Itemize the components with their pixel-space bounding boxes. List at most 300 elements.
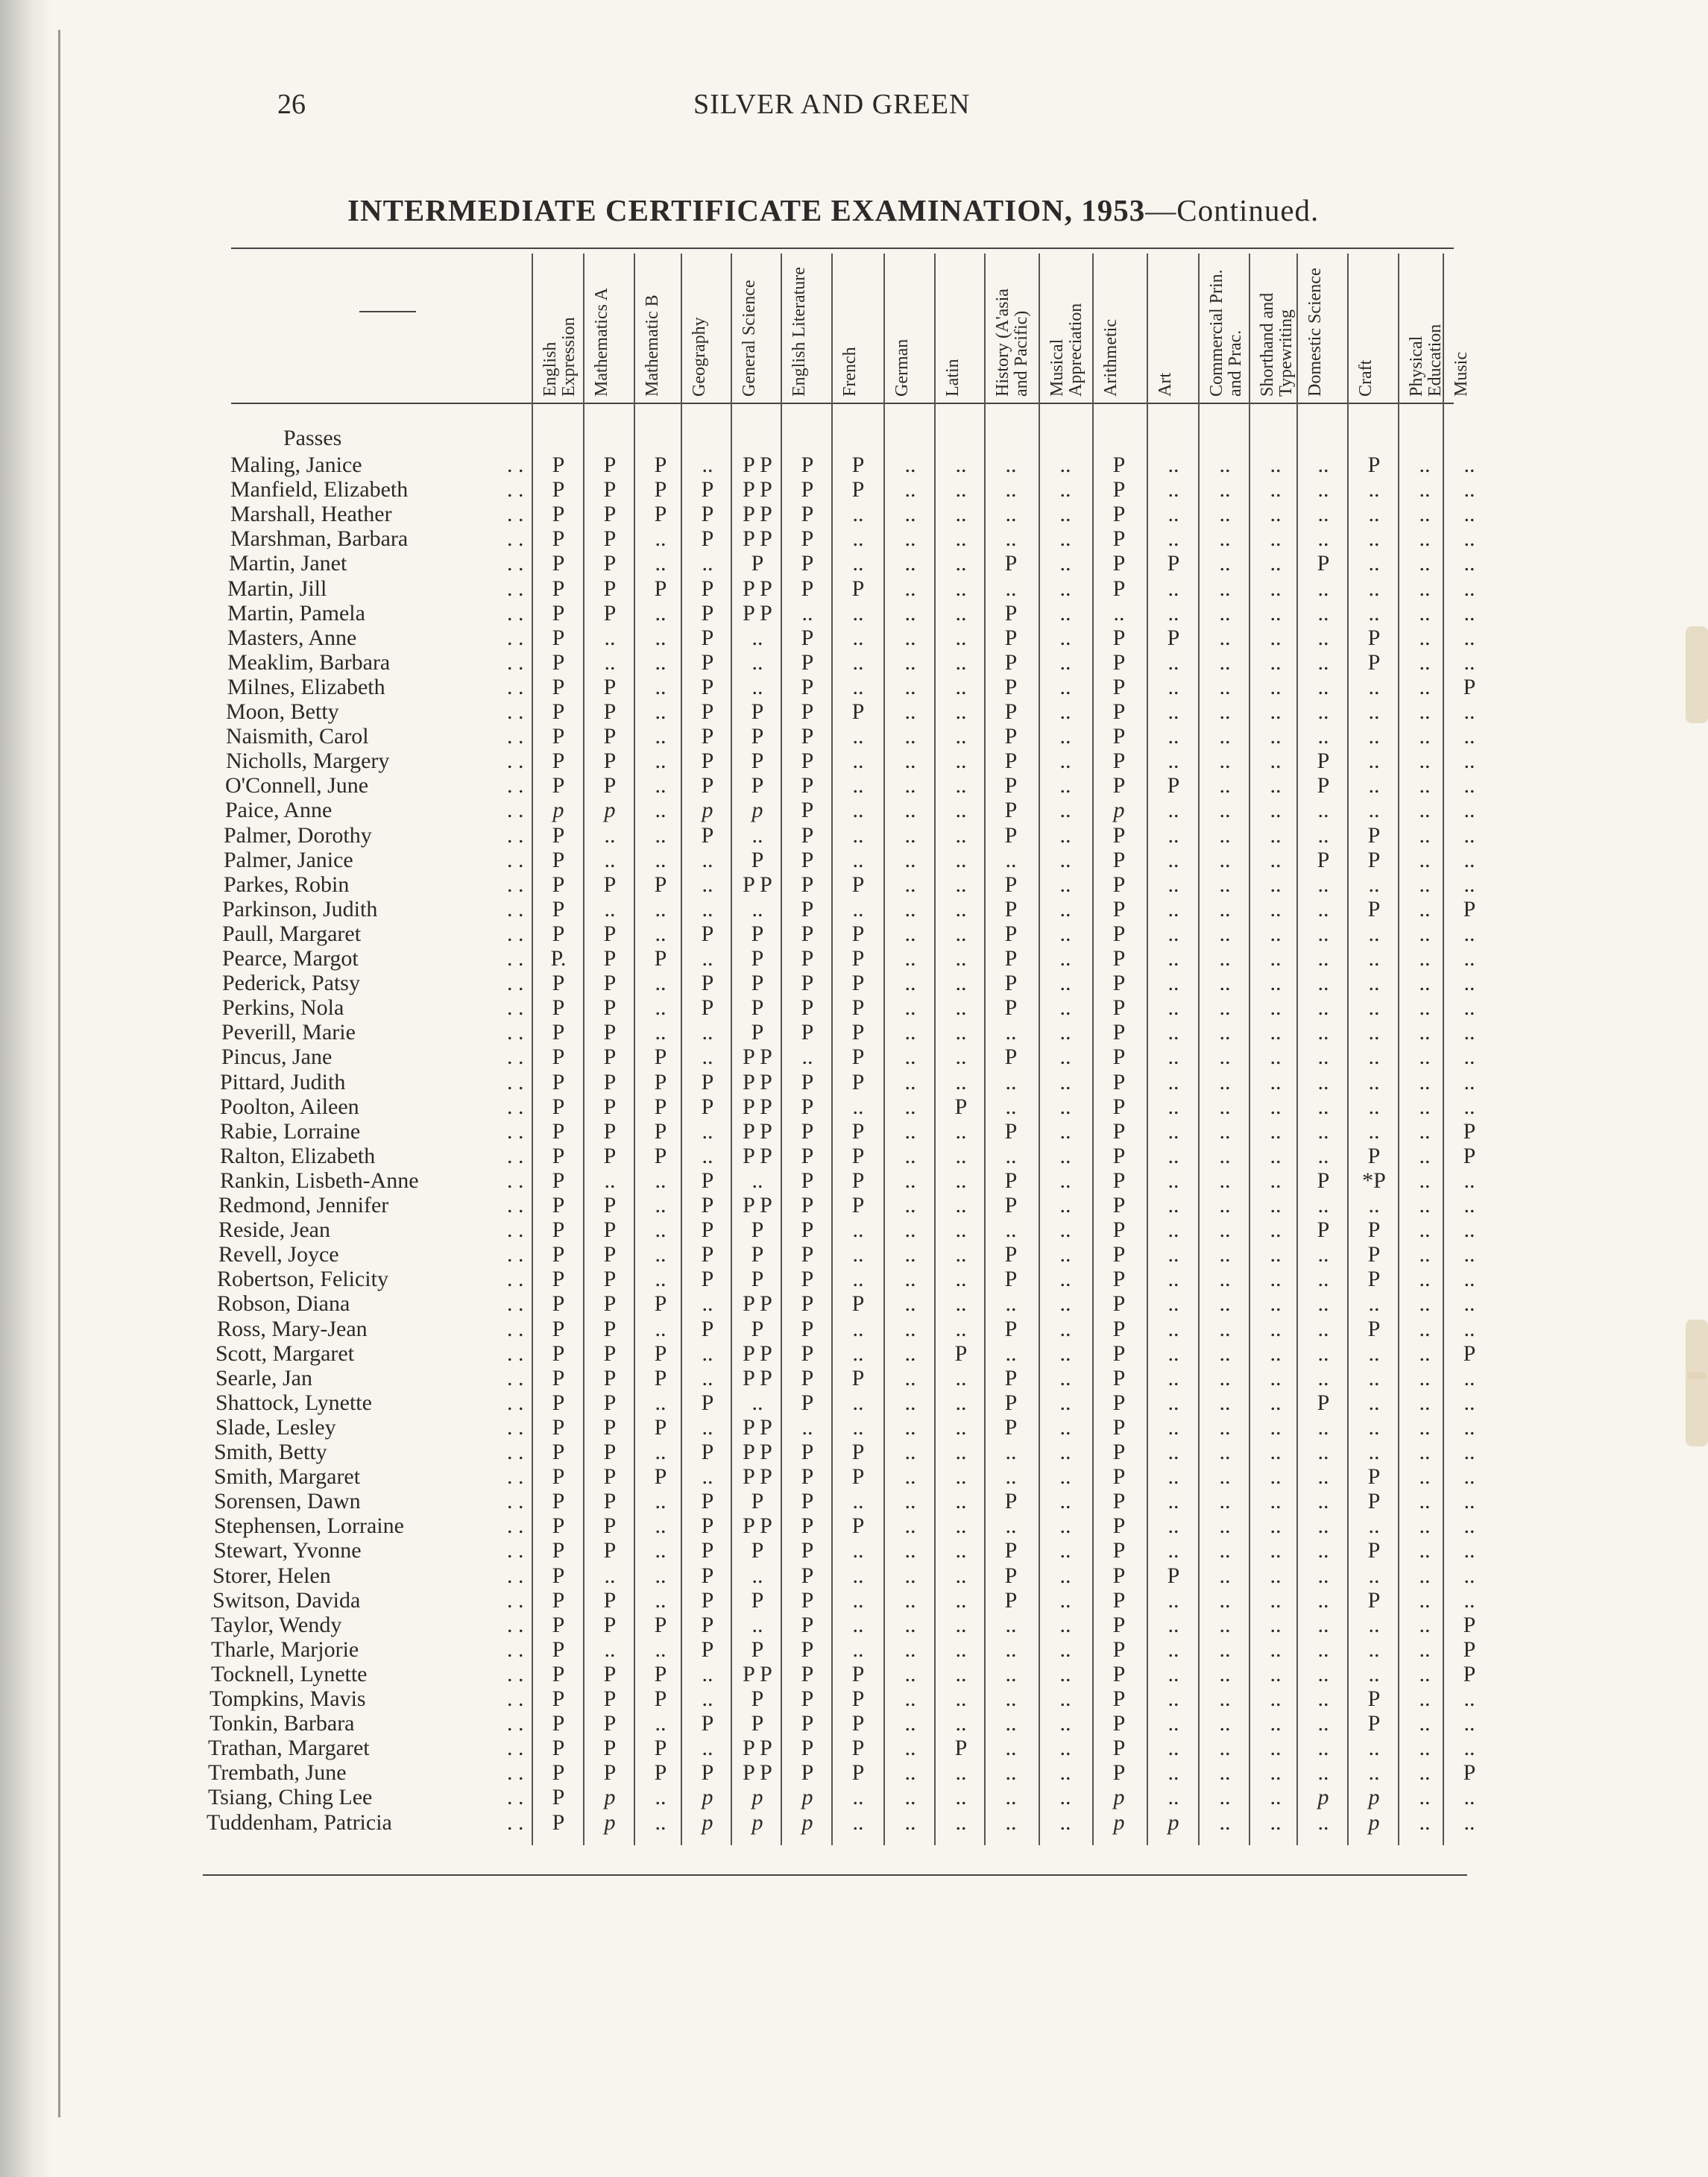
result-cell: ..	[1368, 551, 1380, 576]
result-cell: ..	[1059, 1217, 1071, 1243]
result-cell: P	[1367, 453, 1381, 477]
result-cell: P	[1463, 896, 1476, 921]
result-cell: P	[552, 576, 565, 601]
table-row	[0, 1341, 1708, 1366]
leader-dots: . .	[507, 872, 524, 897]
leader-dots: . .	[507, 576, 524, 601]
result-cell: P	[801, 1464, 814, 1490]
result-cell: P	[1112, 1464, 1126, 1490]
result-cell: ..	[1219, 1711, 1231, 1736]
result-cell: P	[1004, 1563, 1018, 1588]
result-cell: P	[1004, 1316, 1018, 1341]
student-name: Tonkin, Barbara	[209, 1711, 355, 1736]
result-cell: P	[801, 749, 814, 774]
result-cell: ..	[852, 649, 864, 675]
result-cell: ..	[1419, 625, 1431, 650]
result-cell: ..	[852, 1390, 864, 1415]
result-cell: P	[552, 1168, 565, 1193]
result-cell: ..	[1317, 1661, 1329, 1686]
column-header: Arithmetic	[1101, 319, 1121, 397]
table-row	[0, 1464, 1708, 1489]
result-cell: p	[751, 798, 763, 823]
result-cell: ..	[655, 1711, 667, 1736]
result-cell: ..	[1270, 773, 1282, 798]
result-cell: ..	[852, 1414, 864, 1440]
table-row	[0, 1513, 1708, 1538]
result-cell: P	[801, 1365, 814, 1390]
result-cell: P	[1112, 526, 1126, 552]
result-cell: ..	[1419, 551, 1431, 576]
result-cell: P	[751, 1316, 764, 1341]
result-cell: ..	[852, 1316, 864, 1341]
leader-dots: . .	[507, 1267, 524, 1292]
result-cell: ..	[1005, 1464, 1017, 1490]
result-cell: ..	[904, 1291, 916, 1317]
result-cell: ..	[1317, 453, 1329, 477]
result-cell: ..	[1317, 625, 1329, 650]
result-cell: ..	[1059, 773, 1071, 798]
result-cell: P	[1112, 453, 1126, 477]
result-cell: ..	[1270, 551, 1282, 576]
result-cell: ..	[1270, 1686, 1282, 1711]
result-cell: ..	[1317, 502, 1329, 527]
result-cell: ..	[655, 749, 667, 774]
result-cell: ..	[801, 600, 813, 626]
student-name: Martin, Jill	[227, 576, 327, 601]
result-cell: ..	[1270, 649, 1282, 675]
result-cell: ..	[1317, 1143, 1329, 1168]
result-cell: ..	[1463, 1587, 1475, 1613]
result-cell: P	[1112, 1291, 1126, 1317]
result-cell: ..	[1005, 1760, 1017, 1786]
result-cell: P	[1112, 502, 1126, 527]
result-cell: ..	[1167, 1760, 1179, 1786]
result-cell: ..	[1167, 1390, 1179, 1415]
result-cell: ..	[852, 1538, 864, 1563]
result-cell: ..	[1419, 526, 1431, 552]
result-cell: ..	[604, 1563, 616, 1588]
column-header: Commercial Prin. and Prac.	[1207, 269, 1245, 397]
result-cell: P	[851, 1736, 865, 1761]
result-cell: P	[701, 625, 714, 650]
result-cell: P	[751, 1020, 764, 1045]
result-cell: P	[1112, 1118, 1126, 1144]
table-row	[0, 921, 1708, 946]
result-cell: ..	[852, 896, 864, 921]
column-header: History (A'asia and Pacific)	[993, 289, 1031, 397]
result-cell: ..	[1419, 1340, 1431, 1366]
result-cell: P	[552, 1661, 565, 1686]
result-cell: P	[603, 1118, 617, 1144]
result-cell: ..	[1167, 1440, 1179, 1464]
result-cell: ..	[1219, 1020, 1231, 1045]
result-cell: ..	[1419, 1217, 1431, 1243]
result-cell: p	[1167, 1809, 1179, 1835]
result-cell: ..	[655, 822, 667, 848]
result-cell: ..	[852, 773, 864, 798]
result-cell: P	[1367, 896, 1381, 921]
result-cell: ..	[1317, 896, 1329, 921]
result-cell: ..	[1005, 1020, 1017, 1045]
leader-dots: . .	[507, 1563, 524, 1588]
result-cell: P P	[743, 576, 772, 601]
result-cell: P	[801, 699, 814, 724]
result-cell: ..	[1270, 798, 1282, 823]
result-cell: ..	[1463, 1069, 1475, 1094]
result-cell: P	[552, 1316, 565, 1341]
result-cell: ..	[1419, 1785, 1431, 1810]
result-cell: ..	[1463, 1094, 1475, 1119]
result-cell: ..	[1059, 576, 1071, 601]
result-cell: P	[801, 1513, 814, 1539]
result-cell: P	[1367, 625, 1381, 650]
result-cell: ..	[1270, 946, 1282, 971]
table-row	[0, 724, 1708, 749]
result-cell: ..	[655, 724, 667, 749]
result-cell: P	[1112, 477, 1126, 502]
student-name: Ross, Mary-Jean	[217, 1316, 368, 1341]
result-cell: P	[552, 674, 565, 699]
result-cell: ..	[1463, 649, 1475, 675]
result-cell: P	[851, 1143, 865, 1168]
result-cell: P	[654, 1365, 667, 1390]
result-cell: ..	[1368, 1661, 1380, 1686]
leader-dots: . .	[507, 1587, 524, 1613]
student-name: Taylor, Wendy	[211, 1612, 342, 1637]
result-cell: ..	[1270, 971, 1282, 996]
result-cell: ..	[1317, 1612, 1329, 1637]
result-cell: P	[1317, 551, 1330, 576]
result-cell: ..	[751, 649, 763, 675]
result-cell: P	[701, 1390, 714, 1415]
result-cell: ..	[1270, 1760, 1282, 1786]
result-cell: ..	[955, 1168, 967, 1193]
student-name: Meaklim, Barbara	[227, 649, 391, 675]
result-cell: ..	[1270, 749, 1282, 774]
result-cell: ..	[904, 1636, 916, 1662]
name-column-dash	[359, 311, 416, 312]
result-cell: ..	[1219, 1143, 1231, 1168]
result-cell: P	[654, 477, 667, 502]
result-cell: P	[552, 526, 565, 552]
result-cell: P	[603, 1069, 617, 1094]
result-cell: P	[801, 1390, 814, 1415]
result-cell: ..	[1219, 1587, 1231, 1613]
result-cell: P P	[743, 872, 772, 897]
result-cell: P	[751, 1636, 764, 1662]
result-cell: P	[1112, 1661, 1126, 1686]
result-cell: P	[1112, 1440, 1126, 1464]
result-cell: ..	[1059, 995, 1071, 1021]
result-cell: ..	[1270, 847, 1282, 872]
result-cell: ..	[1167, 1069, 1179, 1094]
table-row	[0, 1193, 1708, 1217]
result-cell: ..	[1167, 1094, 1179, 1119]
result-cell: P	[603, 1686, 617, 1711]
student-name: Stewart, Yvonne	[214, 1538, 362, 1563]
result-cell: ..	[1419, 1809, 1431, 1835]
leader-dots: . .	[507, 625, 524, 650]
result-cell: ..	[1005, 1440, 1017, 1464]
result-cell: P	[603, 551, 617, 576]
result-cell: P	[603, 946, 617, 971]
result-cell: P	[654, 1686, 667, 1711]
result-cell: P	[801, 1069, 814, 1094]
result-cell: ..	[1167, 1365, 1179, 1390]
result-cell: ..	[1270, 921, 1282, 946]
result-cell: P	[1367, 1711, 1381, 1736]
result-cell: ..	[1270, 1809, 1282, 1835]
result-cell: P	[1004, 724, 1018, 749]
result-cell: ..	[955, 1365, 967, 1390]
result-cell: ..	[1005, 847, 1017, 872]
result-cell: ..	[1005, 576, 1017, 601]
page-edge-stain	[1686, 626, 1708, 723]
result-cell: P P	[743, 1094, 772, 1119]
result-cell: P	[552, 1612, 565, 1637]
leader-dots: . .	[507, 1612, 524, 1637]
table-row	[0, 823, 1708, 848]
result-cell: P	[701, 1168, 714, 1193]
result-cell: ..	[1167, 749, 1179, 774]
result-cell: ..	[1419, 1045, 1431, 1070]
result-cell: P	[552, 1291, 565, 1317]
result-cell: ..	[904, 1686, 916, 1711]
result-cell: ..	[1317, 1118, 1329, 1144]
result-cell: ..	[702, 896, 713, 921]
column-header: Shorthand and Typewriting	[1258, 292, 1296, 397]
result-cell: ..	[1219, 1217, 1231, 1243]
leader-dots: . .	[507, 699, 524, 724]
result-cell: P	[801, 1217, 814, 1243]
student-name: Trembath, June	[208, 1760, 347, 1786]
result-cell: ..	[1219, 1316, 1231, 1341]
result-cell: ..	[1219, 551, 1231, 576]
result-cell: ..	[1059, 1390, 1071, 1415]
student-name: Poolton, Aileen	[220, 1094, 359, 1119]
result-cell: P P	[743, 1464, 772, 1490]
result-cell: P	[603, 453, 617, 477]
result-cell: ..	[1167, 847, 1179, 872]
result-cell: ..	[1317, 1193, 1329, 1217]
column-header: Art	[1156, 373, 1175, 397]
student-name: Scott, Margaret	[215, 1340, 355, 1366]
result-cell: ..	[1167, 1291, 1179, 1317]
result-cell: ..	[1368, 526, 1380, 552]
result-cell: ..	[1463, 1267, 1475, 1292]
result-cell: P	[801, 649, 814, 675]
result-cell: P	[552, 1760, 565, 1786]
result-cell: ..	[1368, 971, 1380, 996]
result-cell: P	[751, 551, 764, 576]
result-cell: P	[1112, 649, 1126, 675]
result-cell: ..	[1419, 724, 1431, 749]
result-cell: ..	[702, 1365, 713, 1390]
result-cell: ..	[1463, 1365, 1475, 1390]
table-row	[0, 1637, 1708, 1662]
result-cell: P	[603, 699, 617, 724]
result-cell: P	[552, 1711, 565, 1736]
result-cell: ..	[1005, 502, 1017, 527]
result-cell: ..	[702, 1020, 713, 1045]
result-cell: ..	[1270, 1094, 1282, 1119]
result-cell: ..	[1270, 625, 1282, 650]
result-cell: P	[701, 1217, 714, 1243]
result-cell: ..	[1219, 1414, 1231, 1440]
result-cell: P	[751, 1686, 764, 1711]
result-cell: ..	[1167, 699, 1179, 724]
column-header: Music	[1452, 352, 1471, 397]
table-row	[0, 699, 1708, 724]
leader-dots: . .	[507, 600, 524, 626]
result-cell: ..	[1059, 1168, 1071, 1193]
result-cell: P	[1112, 1217, 1126, 1243]
result-cell: ..	[1219, 896, 1231, 921]
student-name: Switson, Davida	[212, 1587, 361, 1613]
result-cell: ..	[1463, 1785, 1475, 1810]
result-cell: ..	[852, 1785, 864, 1810]
result-cell: ..	[955, 1711, 967, 1736]
result-cell: ..	[1317, 995, 1329, 1021]
result-cell: ..	[1059, 971, 1071, 996]
result-cell: P	[751, 847, 764, 872]
result-cell: ..	[655, 1587, 667, 1613]
result-cell: P P	[743, 1736, 772, 1761]
table-row	[0, 626, 1708, 650]
result-cell: ..	[1270, 1340, 1282, 1366]
student-name: Paice, Anne	[225, 798, 333, 823]
result-cell: ..	[1059, 526, 1071, 552]
result-cell: ..	[1419, 1760, 1431, 1786]
result-cell: ..	[955, 749, 967, 774]
result-cell: ..	[1368, 1340, 1380, 1366]
result-cell: ..	[655, 699, 667, 724]
table-row	[0, 1711, 1708, 1736]
result-cell: ..	[1317, 600, 1329, 626]
column-header: Craft	[1356, 359, 1375, 397]
table-row	[0, 502, 1708, 526]
result-cell: ..	[1419, 1118, 1431, 1144]
result-cell: ..	[655, 995, 667, 1021]
result-cell: P	[603, 1760, 617, 1786]
result-cell: P	[1112, 971, 1126, 996]
result-cell: ..	[655, 526, 667, 552]
result-cell: ..	[1368, 1291, 1380, 1317]
student-name: Palmer, Dorothy	[224, 822, 372, 848]
result-cell: P	[801, 1267, 814, 1292]
result-cell: P	[1367, 847, 1381, 872]
result-cell: ..	[1005, 1069, 1017, 1094]
student-name: Palmer, Janice	[224, 847, 353, 872]
result-cell: ..	[1219, 625, 1231, 650]
table-row	[0, 1045, 1708, 1069]
result-cell: ..	[1368, 1612, 1380, 1637]
result-cell: ..	[1059, 1736, 1071, 1761]
result-cell: ..	[702, 1464, 713, 1490]
result-cell: P	[851, 1118, 865, 1144]
result-cell: ..	[1167, 1340, 1179, 1366]
result-cell: ..	[1463, 526, 1475, 552]
result-cell: ..	[1167, 1143, 1179, 1168]
result-cell: P	[1004, 1168, 1018, 1193]
result-cell: P	[1112, 699, 1126, 724]
column-header: German	[892, 338, 912, 397]
result-cell: P	[603, 1365, 617, 1390]
result-cell: ..	[1219, 1118, 1231, 1144]
result-cell: P	[552, 1587, 565, 1613]
result-cell: ..	[1368, 1118, 1380, 1144]
result-cell: ..	[955, 1636, 967, 1662]
result-cell: ..	[904, 971, 916, 996]
result-cell: ..	[1270, 872, 1282, 897]
student-name: Pittard, Judith	[220, 1069, 346, 1094]
result-cell: ..	[1059, 1686, 1071, 1711]
result-cell: ..	[1167, 1513, 1179, 1539]
result-cell: ..	[1419, 1440, 1431, 1464]
result-cell: ..	[904, 896, 916, 921]
table-row	[0, 1785, 1708, 1809]
result-cell: P	[603, 995, 617, 1021]
result-cell: P P	[743, 453, 772, 477]
result-cell: ..	[1317, 724, 1329, 749]
result-cell: ..	[1463, 502, 1475, 527]
student-name: Nicholls, Margery	[226, 749, 390, 774]
result-cell: ..	[1219, 1365, 1231, 1390]
result-cell: P	[552, 1340, 565, 1366]
leader-dots: . .	[507, 798, 524, 823]
result-cell: *P	[1362, 1168, 1386, 1193]
result-cell: P	[801, 773, 814, 798]
result-cell: ..	[1219, 1291, 1231, 1317]
result-cell: ..	[1317, 872, 1329, 897]
result-cell: ..	[904, 625, 916, 650]
result-cell: P	[1004, 798, 1018, 823]
result-cell: P	[1167, 773, 1180, 798]
result-cell: P	[1004, 1118, 1018, 1144]
result-cell: P	[1004, 822, 1018, 848]
result-cell: ..	[1368, 1069, 1380, 1094]
result-cell: ..	[1005, 477, 1017, 502]
leader-dots: . .	[507, 1736, 524, 1761]
result-cell: ..	[1167, 1020, 1179, 1045]
result-cell: ..	[904, 1267, 916, 1292]
leader-dots: . .	[507, 1809, 524, 1835]
result-cell: ..	[1463, 749, 1475, 774]
result-cell: P	[801, 1291, 814, 1317]
result-cell: ..	[1317, 1069, 1329, 1094]
page-number: 26	[277, 89, 306, 120]
result-cell: ..	[1005, 1094, 1017, 1119]
result-cell: ..	[1219, 921, 1231, 946]
result-cell: P	[851, 995, 865, 1021]
result-cell: ..	[955, 674, 967, 699]
student-name: Martin, Janet	[229, 551, 347, 576]
result-cell: P	[603, 1587, 617, 1613]
result-cell: ..	[1167, 453, 1179, 477]
student-name: Shattock, Lynette	[215, 1390, 372, 1415]
result-cell: P	[552, 1143, 565, 1168]
result-cell: ..	[1317, 1711, 1329, 1736]
result-cell: P	[1004, 749, 1018, 774]
result-cell: P	[701, 1711, 714, 1736]
result-cell: ..	[1368, 1045, 1380, 1070]
result-cell: ..	[1317, 1094, 1329, 1119]
leader-dots: . .	[507, 724, 524, 749]
result-cell: ..	[1317, 674, 1329, 699]
result-cell: P	[851, 1193, 865, 1217]
result-cell: P	[751, 773, 764, 798]
result-cell: P	[801, 1661, 814, 1686]
